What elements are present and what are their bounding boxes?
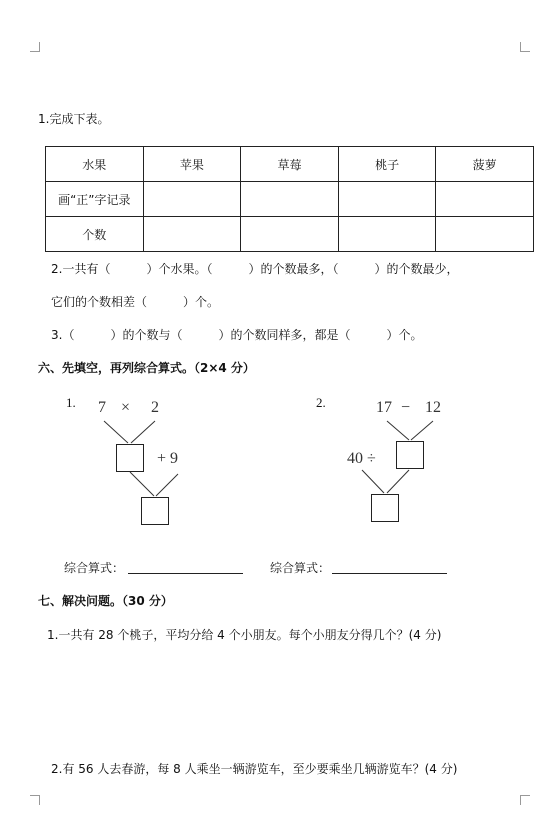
section7-title: 七、解决问题。（30 分） — [38, 594, 173, 608]
q1-title: 1.完成下表。 — [38, 112, 110, 126]
table-header-cell: 水果 — [46, 147, 144, 182]
q1-line3: 3.（ ）的个数与（ ）的个数同样多，都是（ ）个。 — [51, 328, 423, 342]
formula-label-1: 综合算式： — [64, 561, 125, 575]
section6-title: 六、先填空，再列综合算式。（2×4 分） — [38, 361, 255, 375]
problem2-operand-a: 17 — [376, 399, 392, 416]
problem1-answer-box-1[interactable] — [116, 444, 144, 472]
table-header-cell: 菠萝 — [436, 147, 534, 182]
table-header-cell: 桃子 — [338, 147, 436, 182]
formula-answer-line-1[interactable] — [128, 573, 243, 574]
problem1-plus-term: + 9 — [157, 450, 179, 467]
formula-label-2: 综合算式： — [270, 561, 331, 575]
problem1-operand-b: 2 — [151, 399, 159, 416]
problem2-number: 2. — [316, 395, 326, 410]
table-header-cell: 草莓 — [241, 147, 339, 182]
problem2-answer-box-2[interactable] — [371, 494, 399, 522]
problem2-left-term: 40 ÷ — [347, 450, 376, 467]
problem1-number: 1. — [66, 395, 76, 410]
table-row-label: 画“正”字记录 — [46, 182, 144, 217]
problem2-operand-b: 12 — [425, 399, 441, 416]
problem1-operand-a: 7 — [98, 399, 106, 416]
q1-line2: 2.一共有（ ）个水果。（ ）的个数最多，（ ）的个数最少， — [51, 262, 459, 276]
problem1-answer-box-2[interactable] — [141, 497, 169, 525]
q1-line2-continued: 它们的个数相差（ ）个。 — [51, 295, 220, 309]
section7-question-2: 2.有 56 人去春游，每 8 人乘坐一辆游览车，至少要乘坐几辆游览车？(4 分) — [51, 762, 458, 776]
section7-question-1: 1.一共有 28 个桃子，平均分给 4 个小朋友。每个小朋友分得几个？(4 分) — [47, 628, 442, 642]
problem1-operator: × — [121, 399, 131, 416]
problem2-operator: − — [401, 399, 411, 416]
table-header-cell: 苹果 — [143, 147, 241, 182]
formula-answer-line-2[interactable] — [332, 573, 447, 574]
table-row-label: 个数 — [46, 217, 144, 252]
problem2-answer-box-1[interactable] — [396, 441, 424, 469]
